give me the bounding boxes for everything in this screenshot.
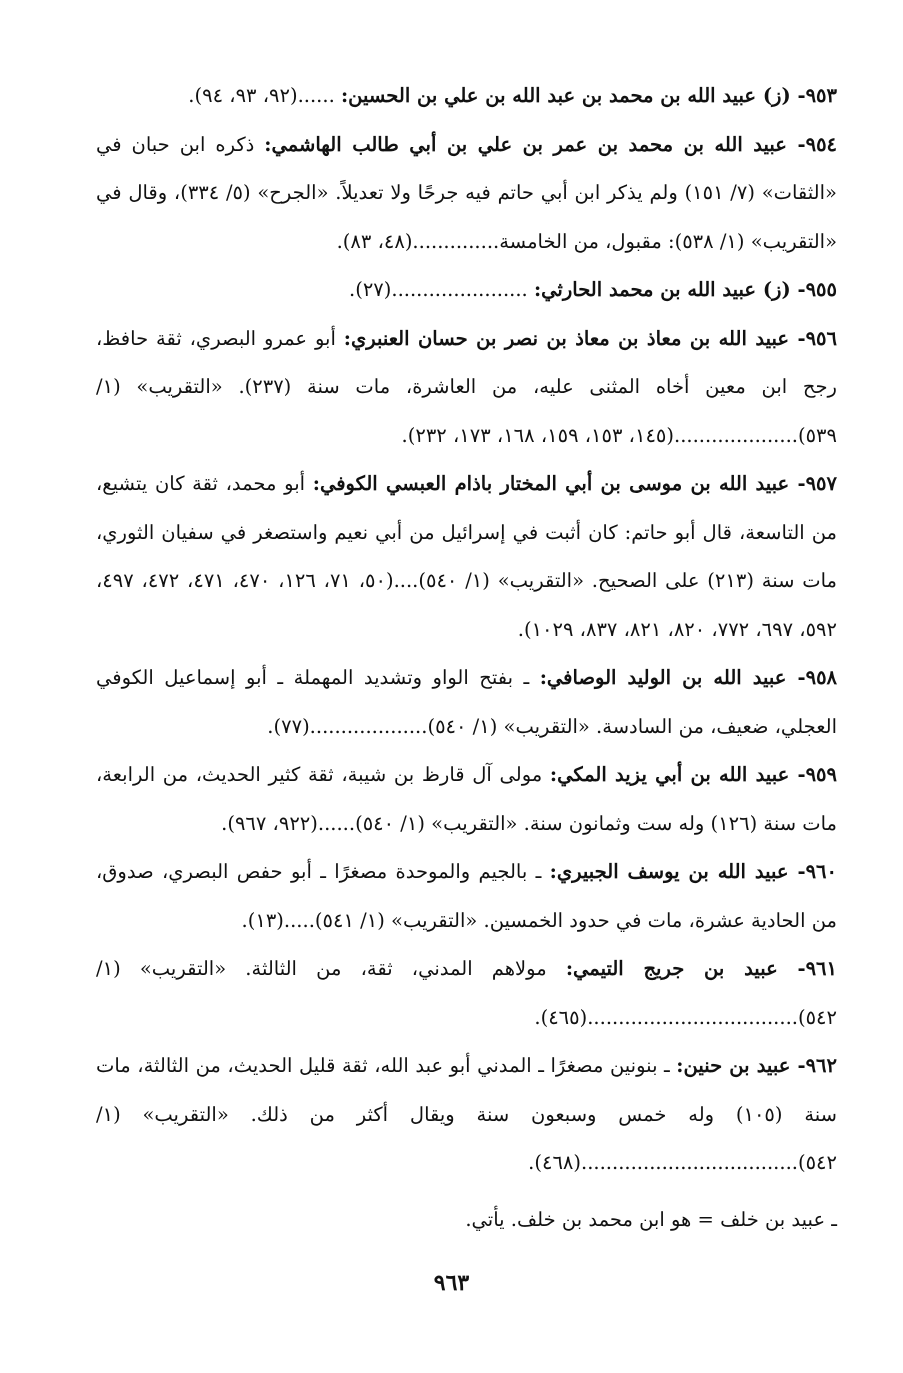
cross-reference-note: ـ عبيد بن خلف = هو ابن محمد بن خلف. يأتي. [465, 1207, 837, 1231]
entry-heading: ٩٥٩- عبيد الله بن أبي يزيد المكي: [549, 763, 837, 786]
entry-text: أبو عمرو البصري، ثقة حافظ، رجح ابن معين أخاه المثنى عليه، من العاشرة، مات سنة (٢٣٧). «التقريب» (١/ ٥٣٩)....................(١٤٥، ١٥٣، ١٥٩، ١٦٨، ١٧٣، ٢٣٢). [96, 326, 837, 447]
entry-text: مولى آل قارظ بن شيبة، ثقة كثير الحديث، من الرابعة، مات سنة (١٢٦) وله ست وثمانون سنة. «التقريب» (١/ ٥٤٠)......(٩٢٢، ٩٦٧). [96, 763, 837, 835]
entry-heading: ٩٥٧- عبيد الله بن موسى بن أبي المختار باذام العبسي الكوفي: [312, 472, 837, 495]
biography-entry-953 [96, 72, 837, 121]
entry-text: ـ بالجيم والموحدة مصغرًا ـ أبو حفص البصري، صدوق، من الحادية عشرة، مات في حدود الخمسين. «التقريب» (١/ ٥٤١).....(١٣). [96, 860, 837, 932]
entry-text: مولاهم المدني، ثقة، من الثالثة. «التقريب» (١/ ٥٤٢)..................................(٤٦٥). [96, 957, 837, 1029]
entry-heading: ٩٦٠- عبيد الله بن يوسف الجبيري: [549, 860, 837, 883]
entry-text: ـ بنونين مصغرًا ـ المدني أبو عبد الله، ثقة قليل الحديث، من الثالثة، مات سنة (١٠٥) وله خمس وسبعون سنة ويقال أكثر من ذلك. «التقريب» (١/ ٥٤٢)...................................(٤٦٨). [96, 1054, 837, 1174]
entry-heading: ٩٦٢- عبيد بن حنين: [676, 1054, 837, 1077]
entry-text: ......(٩٢، ٩٣، ٩٤). [188, 84, 341, 107]
biography-entry-954 [96, 121, 837, 267]
entry-heading: ٩٥٦- عبيد الله بن معاذ بن معاذ بن نصر بن حسان العنبري: [343, 326, 837, 350]
biography-entry-962 [96, 1042, 837, 1188]
biography-entry-955 [96, 266, 837, 315]
entry-text: ذكره ابن حبان في «الثقات» (٧/ ١٥١) ولم يذكر ابن أبي حاتم فيه جرحًا ولا تعديلاً. «الجرح» (٥/ ٣٣٤)، وقال في «التقريب» (١/ ٥٣٨): مقبول، من الخامسة..............(٤٨، ٨٣). [96, 132, 837, 253]
biography-entry-958 [96, 654, 837, 751]
biography-entry-956 [96, 315, 837, 461]
entry-text: ـ بفتح الواو وتشديد المهملة ـ أبو إسماعيل الكوفي العجلي، ضعيف، من السادسة. «التقريب» (١/ ٥٤٠)...................(٧٧). [96, 666, 837, 738]
biography-entry-961 [96, 945, 837, 1042]
biography-entry-960 [96, 848, 837, 945]
entry-heading: ٩٦١- عبيد بن جريج التيمي: [565, 957, 837, 980]
page-number: ٩٦٣ [433, 1270, 470, 1296]
biography-entry-959 [96, 751, 837, 848]
entry-heading: ٩٥٤- عبيد الله بن محمد بن عمر بن علي بن أبي طالب الهاشمي: [264, 132, 838, 156]
entry-text: أبو محمد، ثقة كان يتشيع، من التاسعة، قال أبو حاتم: كان أثبت في إسرائيل من أبي نعيم واستصغر في سفيان الثوري، مات سنة (٢١٣) على الصحيح. «التقريب» (١/ ٥٤٠)....(٥٠، ٧١، ١٢٦، ٤٧٠، ٤٧١، ٤٧٢، ٤٩٧، ٥٩٢، ٦٩٧، ٧٧٢، ٨٢٠، ٨٢١، ٨٣٧، ١٠٢٩). [96, 472, 837, 641]
biography-entry-957 [96, 460, 837, 654]
entry-heading: ٩٥٥- (ز) عبيد الله بن محمد الحارثي: [533, 278, 837, 301]
entry-heading: ٩٥٨- عبيد الله بن الوليد الوصافي: [539, 666, 838, 689]
entry-text: ......................(٢٧). [349, 278, 534, 301]
entry-heading: ٩٥٣- (ز) عبيد الله بن محمد بن عبد الله بن علي بن الحسين: [340, 84, 837, 107]
